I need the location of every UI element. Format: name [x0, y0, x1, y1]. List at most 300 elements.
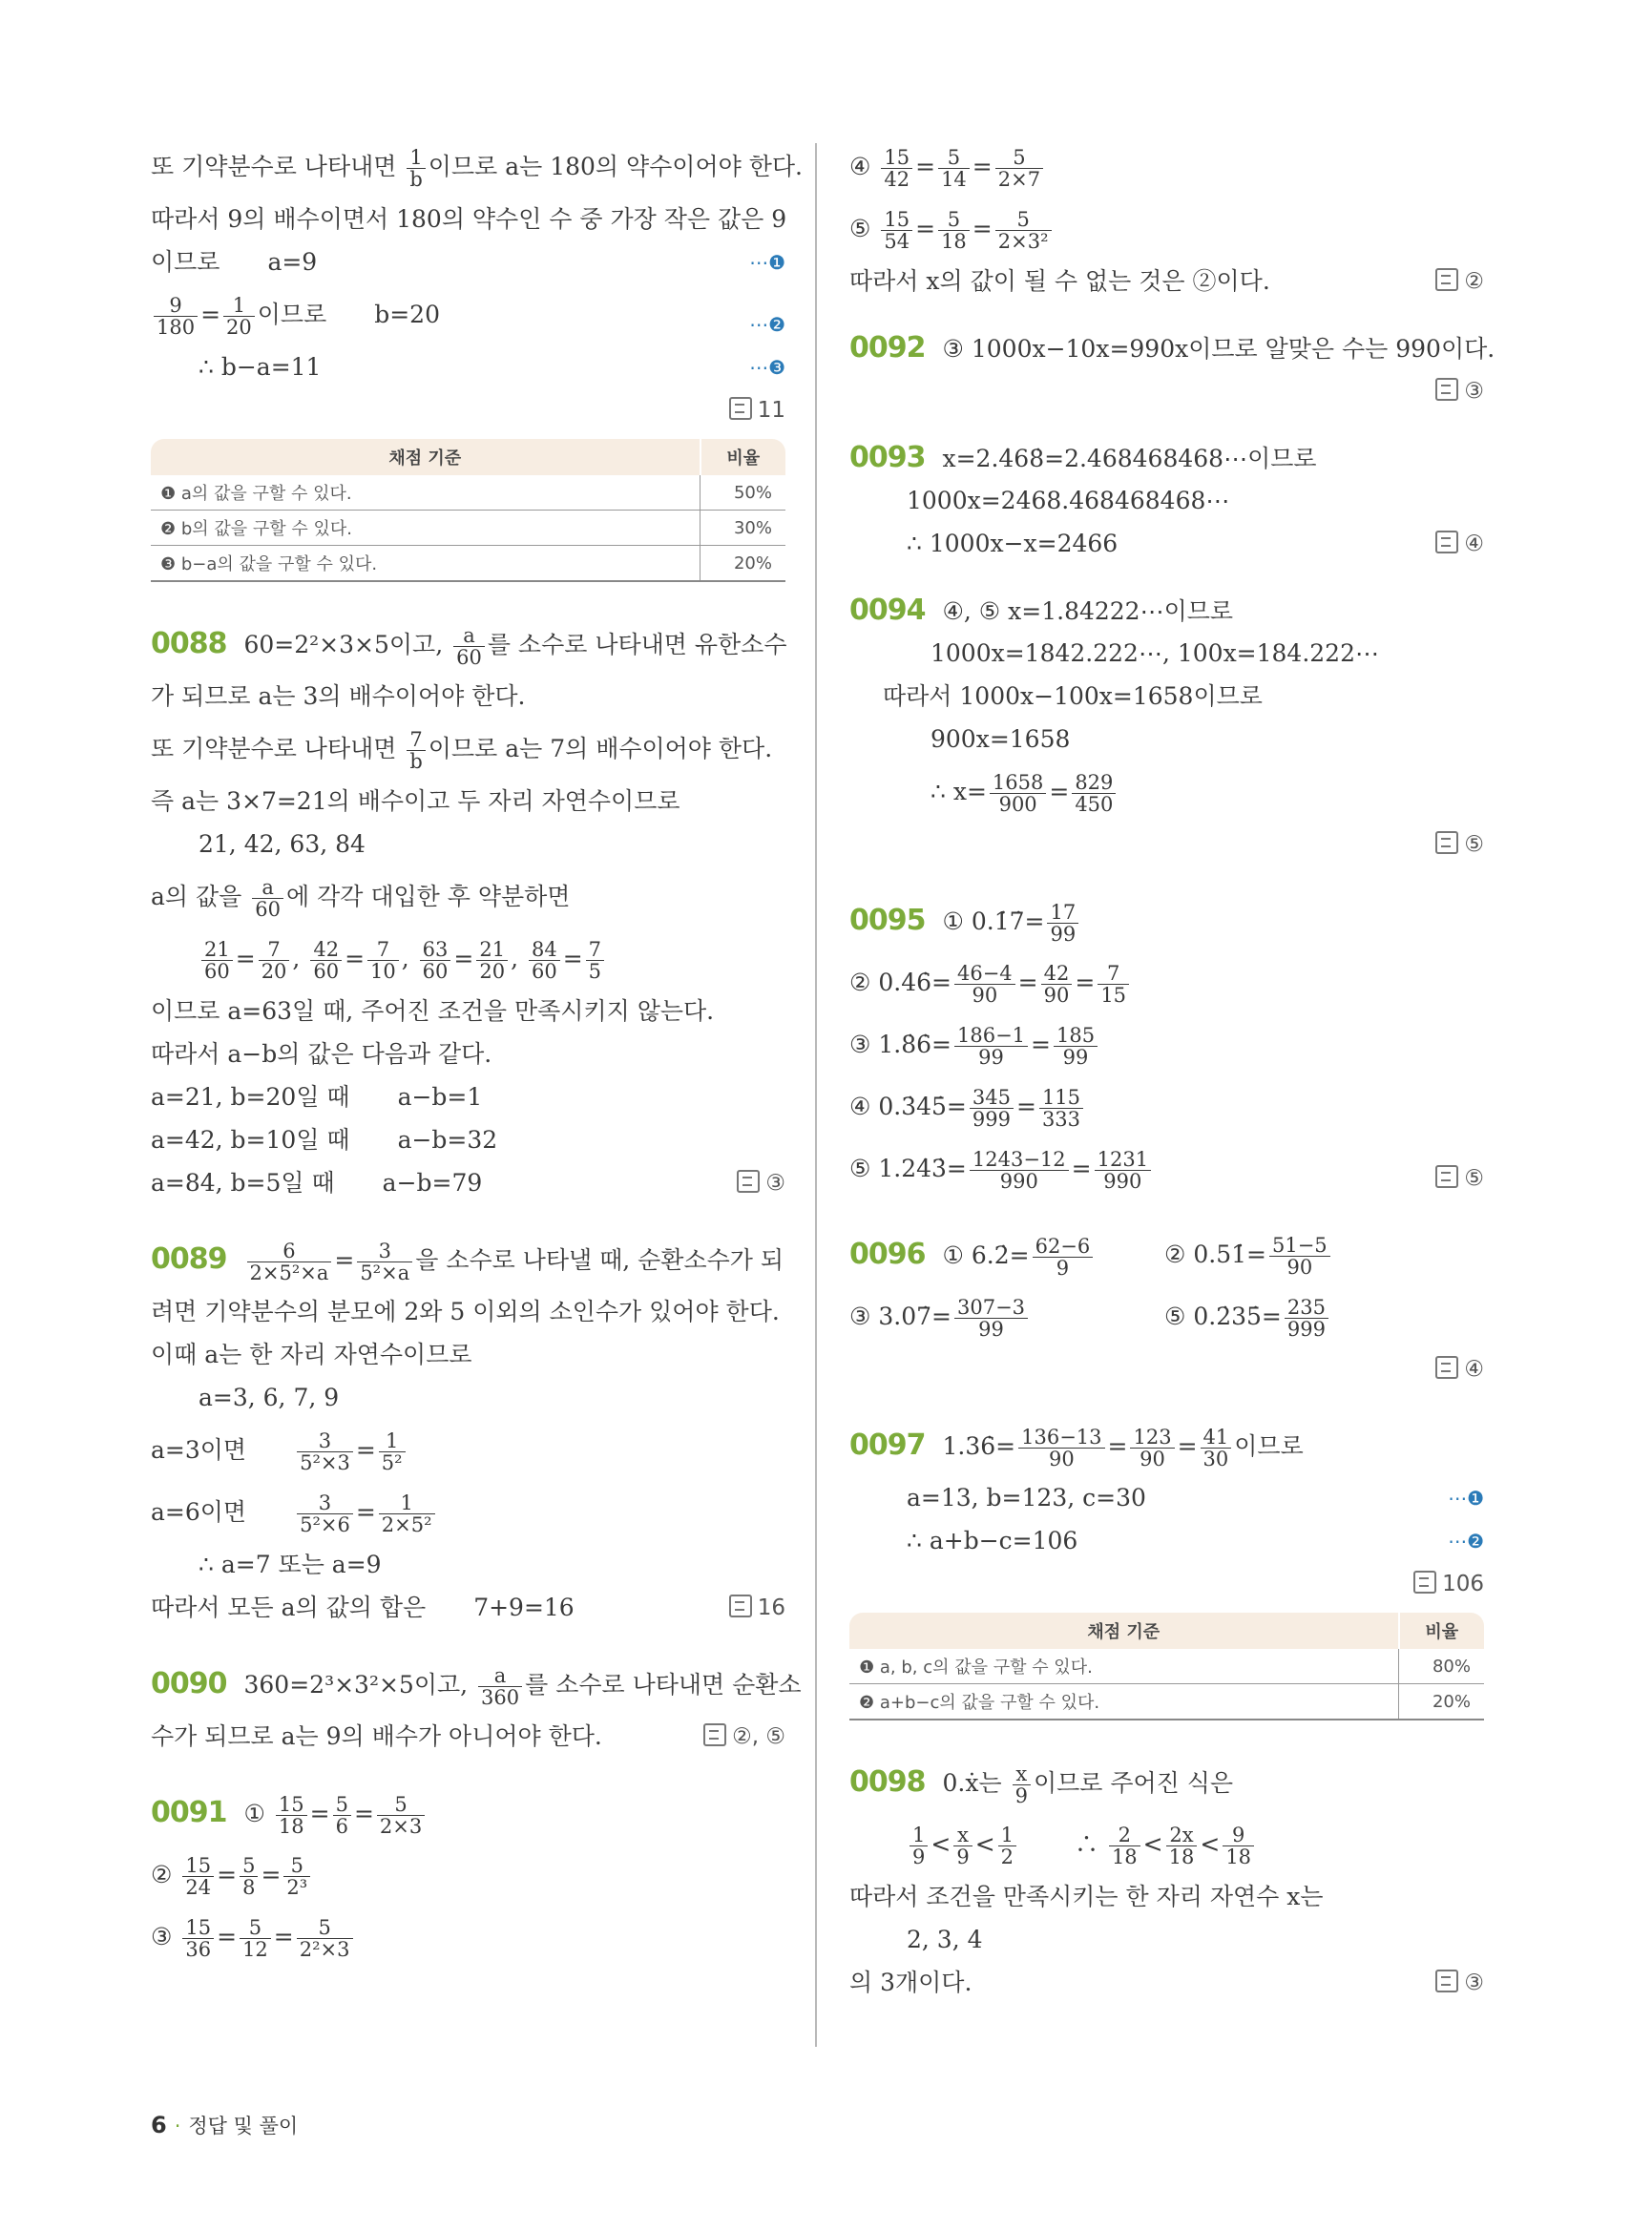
text-span: ③ 3.07̇=	[849, 1303, 951, 1330]
answer-badge	[1435, 267, 1484, 296]
text-span: a=21, b=20일 때 a−b=1	[151, 1083, 483, 1111]
fraction	[420, 939, 451, 982]
fraction	[1166, 1824, 1198, 1867]
answer-badge	[1435, 1355, 1484, 1384]
numerator: 7	[407, 729, 425, 751]
denominator: 14	[941, 168, 967, 191]
numerator: 235	[1285, 1297, 1328, 1319]
fraction	[259, 939, 290, 982]
text-span: 에 각각 대입한 후 약분하면	[285, 883, 571, 910]
numerator: 123	[1130, 1427, 1174, 1449]
text-line	[849, 1883, 1484, 1911]
fraction	[990, 772, 1046, 815]
numerator: 51−5	[1269, 1235, 1330, 1257]
answer-icon	[1435, 1970, 1458, 1992]
text-line: ② $\frac{15}{24}$ = $\frac{5}{8}$ = $\frac{5}{\text{2³}}$	[151, 1851, 785, 1899]
text-line: ∴ x= $\frac{1658}{900}$ = $\frac{829}{450}$	[849, 768, 1484, 816]
text-line	[849, 487, 1484, 515]
text-span: a=13, b=123, c=30	[907, 1484, 1146, 1512]
text-span: a=84, b=5일 때 a−b=79	[151, 1169, 483, 1197]
text-span: a의 값을	[151, 883, 250, 910]
text-span: 2, 3, 4	[907, 1926, 983, 1953]
fraction	[310, 939, 342, 982]
fraction	[333, 1794, 351, 1837]
text-span: ④ 0.3̇45̇=	[849, 1093, 967, 1120]
fraction	[1223, 1824, 1254, 1867]
answer-icon	[737, 1170, 760, 1193]
text-line	[151, 205, 785, 234]
text-span	[1164, 1231, 1333, 1279]
numerator: 3	[357, 1241, 412, 1262]
fraction	[995, 147, 1043, 190]
denominator: 8	[242, 1876, 256, 1899]
step-marker: ⋯❶	[1448, 1487, 1484, 1510]
fraction	[938, 209, 970, 252]
denominator: 18	[941, 230, 967, 253]
fraction	[297, 1917, 353, 1960]
denominator: 5	[588, 960, 602, 983]
numerator: 3	[297, 1430, 353, 1452]
answer-icon	[1435, 1356, 1458, 1379]
denominator: 99	[978, 1046, 1004, 1069]
denominator: 990	[1103, 1170, 1142, 1193]
text-line	[849, 441, 1484, 474]
denominator: 2×5²	[381, 1513, 432, 1536]
denominator: 6	[335, 1815, 348, 1838]
numerator: 17	[1047, 902, 1078, 924]
text-span: ④	[1464, 532, 1484, 556]
numerator: 5	[938, 147, 970, 169]
denominator: 9	[1056, 1257, 1070, 1280]
problem-0097	[849, 1422, 1484, 1720]
text-line	[849, 1293, 1484, 1341]
denominator: 180	[157, 316, 196, 339]
denominator: 360	[481, 1686, 520, 1709]
problem-0096	[849, 1231, 1484, 1384]
denominator: 90	[1286, 1256, 1313, 1279]
text-line	[151, 291, 785, 339]
text-span: 또 기약분수로 나타내면	[151, 735, 405, 762]
text-line	[849, 1570, 1484, 1598]
text-line	[151, 353, 785, 382]
text-span: ① 0.1̇7̇=	[942, 907, 1045, 935]
text-line	[151, 725, 785, 773]
denominator: 90	[972, 984, 998, 1007]
denominator: 9	[912, 1845, 926, 1868]
text-line	[151, 1722, 785, 1751]
table-cell: 30%	[701, 511, 786, 546]
text-line: $\frac{21}{60}$ = $\frac{7}{20}$ , $\frac{42}{60}$ = $\frac{7}{10}$ , $\frac{63}{60}$ = $\frac{21}{20}$ , $\frac{84}{60}$ = $\frac{7}{5}$	[151, 935, 785, 983]
step-marker: ⋯❶	[749, 251, 785, 274]
numerator: 1	[379, 1430, 406, 1452]
text-span: 이므로 a는 180의 약수이어야 한다.	[428, 153, 803, 180]
text-span	[849, 1613, 1484, 1720]
column-divider	[815, 143, 817, 2047]
fraction	[476, 939, 508, 982]
fraction	[201, 939, 233, 982]
text-span: ⑤	[1464, 1166, 1484, 1191]
numerator: 15	[276, 1794, 307, 1816]
denominator: 2×7	[997, 168, 1041, 191]
fraction	[1269, 1235, 1330, 1278]
answer-line	[151, 396, 785, 425]
denominator: 12	[242, 1938, 268, 1961]
denominator: 10	[370, 960, 396, 983]
text-span: 16	[757, 1595, 785, 1620]
problem-number: 0093	[849, 441, 926, 474]
text-line: $\frac{1}{9}$ < $\frac{x}{9}$ < $\frac{1}{2}$ ∴ $\frac{2}{18}$ < $\frac{2x}{18}$ < $\frac{9}{18}$	[849, 1821, 1484, 1868]
text-line	[849, 1355, 1484, 1384]
numerator: 6	[247, 1241, 332, 1262]
text-line	[849, 1484, 1484, 1512]
table-header-cell: 채점 기준	[849, 1613, 1399, 1649]
denominator: 24	[185, 1876, 212, 1899]
denominator: 18	[1225, 1845, 1252, 1868]
text-line: 0091 ① $\frac{15}{18}$ = $\frac{5}{6}$ = $\frac{5}{2\times 3}$	[151, 1789, 785, 1837]
text-line	[151, 1083, 785, 1112]
text-line: ③ 1.8̇6̇= $\frac{186-1}{99}$ = $\frac{185}{99}$	[849, 1021, 1484, 1069]
table-row	[849, 1649, 1484, 1684]
fraction	[1130, 1427, 1174, 1470]
text-span: 또 기약분수로 나타내면	[151, 153, 405, 180]
denominator: 9	[1014, 1784, 1028, 1807]
denominator: 18	[278, 1815, 304, 1838]
step-marker: ⋯❷	[1448, 1530, 1484, 1553]
text-line	[151, 1126, 785, 1155]
text-line	[849, 1969, 1484, 1997]
text-span: ②, ⑤	[732, 1724, 785, 1749]
text-line	[151, 1040, 785, 1069]
numerator: 7	[1098, 963, 1129, 985]
text-line: 0089 $\frac{6}{\text{2×5²×a}}$ = $\frac{3}{\text{5²×a}}$ 을 소수로 나타낼 때, 순환소수가 되	[151, 1240, 784, 1284]
fraction	[357, 1241, 412, 1283]
answer-icon	[1435, 1165, 1458, 1188]
fraction	[881, 147, 912, 190]
right-column	[849, 143, 1495, 2012]
denominator: 99	[1050, 923, 1077, 946]
text-span: 이므로 b=20	[257, 301, 440, 328]
numerator: 62−6	[1033, 1236, 1094, 1258]
text-span: ③	[151, 1923, 173, 1950]
fraction	[1018, 1427, 1104, 1470]
numerator: 21	[201, 939, 233, 961]
fraction	[954, 1297, 1028, 1340]
table-cell: 20%	[1399, 1684, 1485, 1720]
numerator: 15	[881, 209, 912, 231]
numerator: 307−3	[954, 1297, 1028, 1319]
numerator: 42	[310, 939, 342, 961]
problem-number: 0088	[151, 627, 227, 660]
numerator: 5	[240, 1855, 258, 1877]
table-cell: ❷ a+b−c의 값을 구할 수 있다.	[849, 1684, 1399, 1720]
text-span: ①	[243, 1800, 265, 1827]
text-span: 이므로	[1234, 1432, 1304, 1460]
problem-0088	[151, 620, 785, 1198]
denominator: 54	[884, 230, 910, 253]
text-span: 0.ẋ는	[942, 1769, 1010, 1797]
numerator: 7	[259, 939, 290, 961]
text-span: ⑤	[849, 215, 871, 242]
text-line	[151, 1169, 785, 1198]
problem-number: 0098	[849, 1765, 926, 1799]
denominator: 5²×3	[300, 1451, 350, 1474]
numerator: 1658	[990, 772, 1046, 794]
text-span: 따라서 1000x−100x=1658이므로	[883, 682, 1263, 710]
problem-0089	[151, 1236, 785, 1622]
text-span: 106	[1442, 1572, 1484, 1596]
fraction	[910, 1824, 928, 1867]
text-span: 의 3개이다.	[849, 1969, 972, 1996]
numerator: 5	[297, 1917, 353, 1939]
denominator: 2²×3	[299, 1938, 350, 1961]
denominator: 60	[422, 960, 449, 983]
numerator: 15	[182, 1917, 214, 1939]
scoring-criteria-table	[849, 1613, 1484, 1720]
problem-number: 0097	[849, 1428, 926, 1462]
numerator: 1243−12	[970, 1149, 1069, 1171]
text-span: ③ 1.8̇6̇=	[849, 1031, 951, 1058]
fraction	[1039, 1087, 1083, 1130]
problem-number: 0092	[849, 331, 926, 365]
text-span: ⑤ 0.2̇35̇=	[1164, 1303, 1282, 1330]
fraction	[182, 1855, 214, 1898]
answer-badge	[729, 396, 785, 425]
text-line	[849, 1231, 1484, 1279]
answer-badge	[1435, 377, 1484, 406]
table-row	[151, 439, 785, 475]
text-line: 0097 1.36̇= $\frac{136-13}{90}$ = $\frac{123}{90}$ = $\frac{41}{30}$ 이므로	[849, 1426, 1304, 1470]
text-line	[151, 1551, 785, 1579]
denominator: 990	[999, 1170, 1038, 1193]
text-span: 1.36̇=	[942, 1432, 1016, 1460]
numerator: 1	[910, 1824, 928, 1846]
table-row	[151, 511, 785, 546]
numerator: 2x	[1166, 1824, 1198, 1846]
text-span: a=42, b=10일 때 a−b=32	[151, 1126, 498, 1154]
text-span: ∴ 1000x−x=2466	[907, 530, 1119, 557]
numerator: 9	[1223, 1824, 1254, 1846]
table-cell: ❷ b의 값을 구할 수 있다.	[151, 511, 701, 546]
numerator: 21	[476, 939, 508, 961]
denominator: 2×3²	[997, 230, 1049, 253]
text-line	[151, 1298, 785, 1326]
text-line	[849, 331, 1495, 365]
text-line	[151, 143, 803, 191]
numerator: 185	[1054, 1025, 1098, 1047]
text-span: ∴ b−a=11	[199, 353, 322, 381]
answer-icon	[1435, 531, 1458, 553]
fraction	[1098, 963, 1129, 1006]
numerator: 1231	[1095, 1149, 1151, 1171]
text-line	[151, 1594, 785, 1622]
text-span: ·	[174, 2115, 181, 2137]
denominator: b	[409, 168, 423, 191]
text-line	[151, 787, 785, 816]
fraction	[252, 877, 283, 920]
problem-number: 0089	[151, 1242, 227, 1276]
text-span: ∴ x=	[931, 778, 987, 805]
denominator: 18	[1111, 1845, 1138, 1868]
fraction	[379, 1492, 435, 1535]
denominator: 36	[185, 1938, 212, 1961]
fraction	[240, 1917, 271, 1960]
answer-badge	[1435, 830, 1484, 859]
text-line	[849, 639, 1484, 668]
numerator: 1	[379, 1492, 435, 1514]
table-row	[849, 1613, 1484, 1649]
text-span: 이때 a는 한 자리 자연수이므로	[151, 1341, 472, 1368]
text-line	[849, 530, 1484, 558]
fraction	[453, 625, 485, 668]
text-span: ③	[765, 1171, 785, 1196]
denominator: 5²	[381, 1451, 403, 1474]
denominator: 2³	[286, 1876, 308, 1899]
numerator: 5	[938, 209, 970, 231]
text-span: ④	[1464, 1357, 1484, 1382]
text-line	[849, 1527, 1484, 1555]
text-line	[151, 873, 785, 921]
numerator: 7	[367, 939, 399, 961]
denominator: 60	[531, 960, 557, 983]
text-line: a=6이면 $\frac{3}{\text{5²×6}}$ = $\frac{1}{\text{2×5²}}$	[151, 1489, 785, 1536]
fraction	[953, 1824, 972, 1867]
fraction	[1072, 772, 1116, 815]
footer-title: 정답 및 풀이	[188, 2115, 299, 2137]
text-span: ②	[151, 1861, 173, 1888]
text-span: 를 소수로 나타내면 순환소	[525, 1671, 802, 1699]
numerator: 5	[283, 1855, 310, 1877]
problem-number: 0095	[849, 904, 926, 937]
fraction	[407, 147, 425, 190]
fraction	[182, 1917, 214, 1960]
denominator: 60	[313, 960, 340, 983]
table-cell: ❶ a의 값을 구할 수 있다.	[151, 475, 701, 511]
denominator: 90	[1140, 1448, 1165, 1470]
fraction	[297, 1430, 353, 1473]
denominator: 999	[972, 1108, 1011, 1131]
answer-badge	[1435, 1155, 1484, 1202]
numerator: 63	[420, 939, 451, 961]
fraction	[1033, 1236, 1094, 1279]
problem-0091	[151, 1789, 785, 1961]
text-span: ④	[849, 153, 871, 180]
numerator: 5	[240, 1917, 271, 1939]
text-span: ③	[1464, 1970, 1484, 1995]
text-line	[151, 1660, 802, 1709]
text-span: 1000x=2468.468468468⋯	[907, 487, 1230, 514]
fraction	[586, 939, 604, 982]
text-span	[1164, 1293, 1331, 1341]
denominator: 60	[204, 960, 230, 983]
text-line	[151, 997, 785, 1026]
text-line	[849, 267, 1484, 296]
numerator: 829	[1072, 772, 1116, 794]
numerator: 15	[881, 147, 912, 169]
answer-icon	[729, 1595, 752, 1617]
table-cell: ❶ a, b, c의 값을 구할 수 있다.	[849, 1649, 1399, 1684]
denominator: 900	[998, 793, 1037, 816]
text-span: ∴ a+b−c=106	[907, 1527, 1078, 1554]
numerator: 41	[1201, 1427, 1232, 1449]
text-line: ⑤ 1.24̇3̇= $\frac{1243-12}{990}$ = $\frac{1231}{990}$ ⑤	[849, 1145, 1484, 1193]
numerator: 115	[1039, 1087, 1083, 1109]
numerator: 3	[297, 1492, 353, 1514]
text-span: a=6이면	[151, 1498, 247, 1526]
fraction	[379, 1430, 406, 1473]
text-span: ④, ⑤ x=1.84222⋯이므로	[942, 597, 1234, 625]
fraction	[377, 1794, 425, 1837]
denominator: b	[409, 750, 423, 773]
problem-0093	[849, 441, 1484, 558]
numerator: a	[478, 1665, 522, 1687]
text-span: ③	[1464, 379, 1484, 404]
denominator: 333	[1041, 1108, 1081, 1131]
denominator: 20	[479, 960, 506, 983]
problem-number: 0096	[849, 1238, 926, 1271]
denominator: 15	[1100, 984, 1127, 1007]
table-row	[151, 546, 785, 582]
text-span: ∴ a=7 또는 a=9	[199, 1551, 382, 1578]
text-line: ④ 0.3̇45̇= $\frac{345}{999}$ = $\frac{115}{333}$	[849, 1083, 1484, 1131]
text-span: 900x=1658	[931, 725, 1071, 753]
numerator: 46−4	[954, 963, 1015, 985]
table-cell: 80%	[1399, 1649, 1485, 1684]
answer-icon	[1413, 1571, 1436, 1594]
problem-0090	[151, 1660, 802, 1751]
problem-0095	[849, 897, 1484, 1193]
answer-icon	[1435, 268, 1458, 291]
text-span: a=3이면	[151, 1436, 247, 1464]
fraction	[283, 1855, 310, 1898]
text-span: 따라서 x의 값이 될 수 없는 것은 ②이다.	[849, 267, 1270, 295]
text-span: ② 0.51̇=	[1164, 1241, 1266, 1268]
text-span	[151, 439, 785, 581]
text-span: 따라서 9의 배수이면서 180의 약수인 수 중 가장 작은 값은 9	[151, 205, 787, 233]
text-line: ③ $\frac{15}{36}$ = $\frac{5}{12}$ = $\frac{5}{\text{2²×3}}$	[151, 1913, 785, 1961]
numerator: 42	[1041, 963, 1073, 985]
text-line	[849, 682, 1484, 711]
page-number: 6	[151, 2112, 167, 2138]
answer-icon	[729, 397, 752, 420]
table-cell: 50%	[701, 475, 786, 511]
text-line	[849, 596, 1484, 625]
denominator: 99	[978, 1318, 1004, 1341]
fraction	[1095, 1149, 1151, 1192]
text-line	[849, 377, 1484, 406]
fraction	[478, 1665, 522, 1708]
text-span: 이므로 a=9	[151, 248, 318, 276]
text-span: 수가 되므로 a는 9의 배수가 아니어야 한다.	[151, 1722, 602, 1750]
text-span: 60=2²×3×5이고,	[243, 631, 451, 658]
fraction	[240, 1855, 258, 1898]
left-column	[151, 143, 803, 1975]
fraction	[970, 1149, 1069, 1192]
denominator: 2×3	[379, 1815, 423, 1838]
problem-number: 0090	[151, 1667, 227, 1700]
fraction	[247, 1241, 332, 1283]
text-line	[151, 1341, 785, 1369]
numerator: 7	[586, 939, 604, 961]
text-span: ⑤	[1464, 832, 1484, 857]
problem-number: 0094	[849, 594, 926, 627]
table-header-cell: 비율	[701, 439, 786, 475]
table-header-cell: 채점 기준	[151, 439, 701, 475]
fraction	[954, 1025, 1028, 1068]
text-line	[151, 248, 785, 277]
numerator: 1	[223, 295, 255, 317]
text-line	[849, 1926, 1484, 1954]
numerator: 5	[995, 209, 1052, 231]
